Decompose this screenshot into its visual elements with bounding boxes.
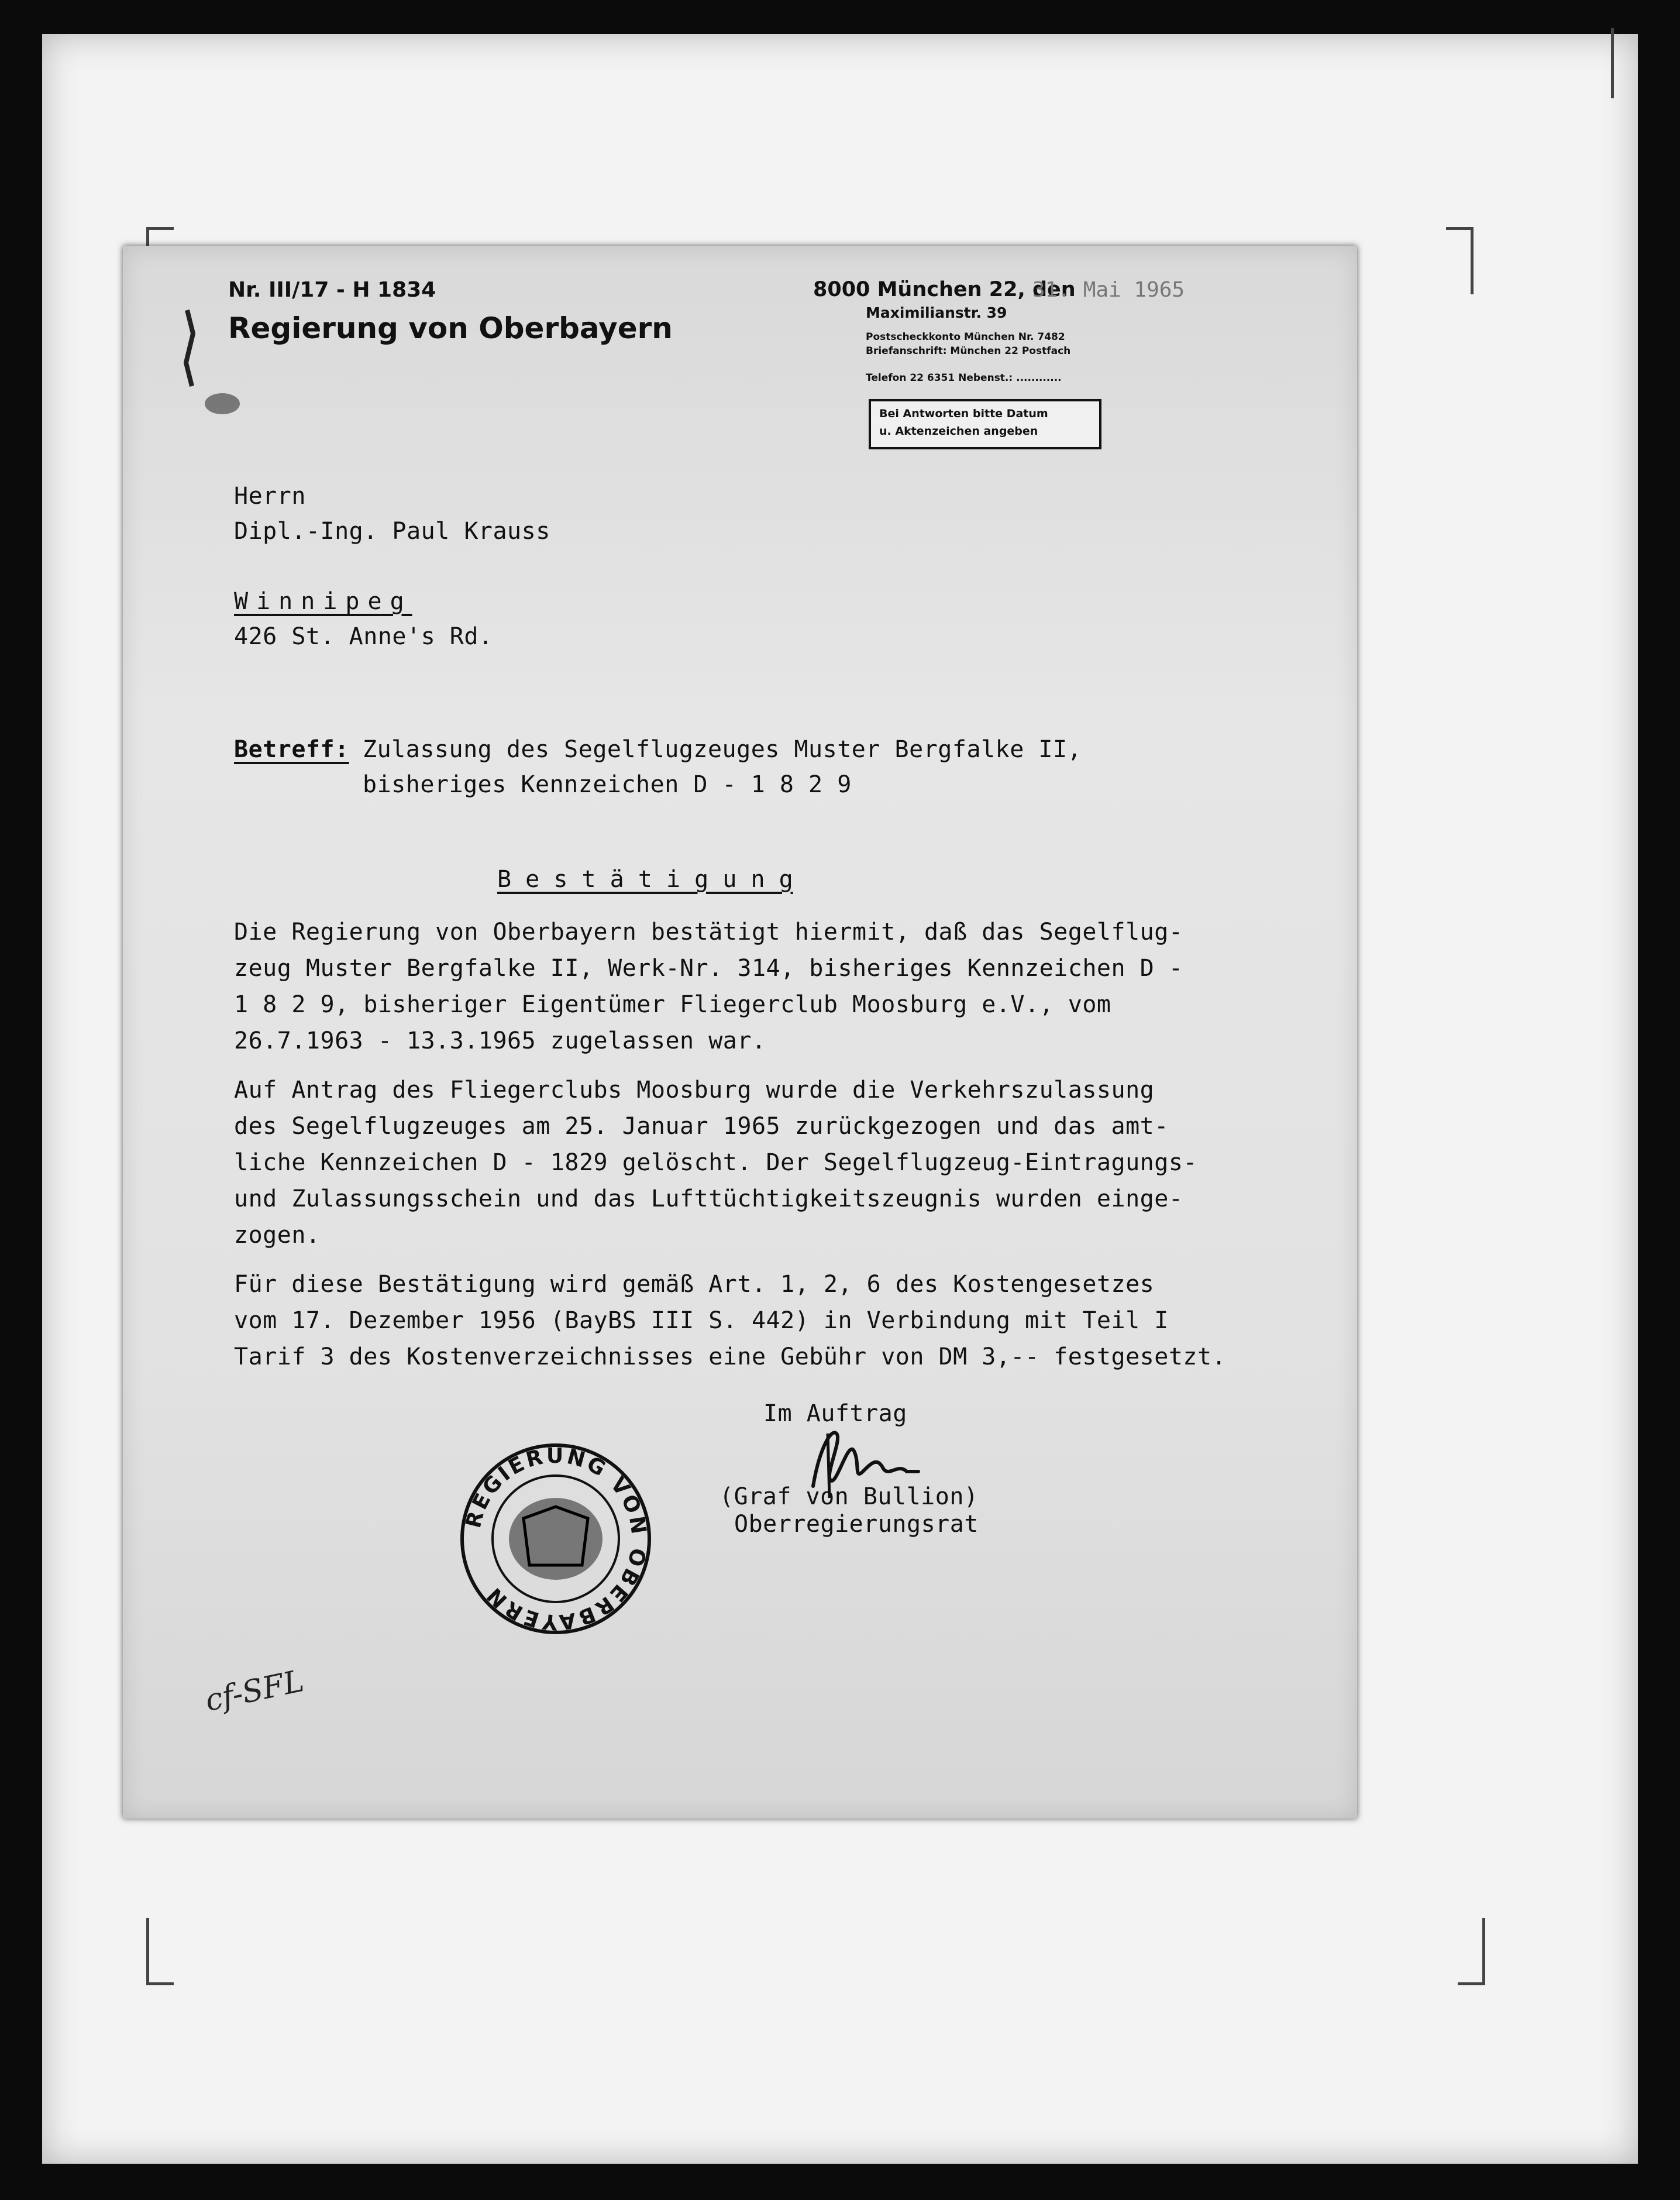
official-seal xyxy=(459,1442,652,1635)
reply-notice-line-1: Bei Antworten bitte Datum xyxy=(879,407,1048,420)
letter-date: 31. Mai 1965 xyxy=(1032,278,1185,302)
handwritten-note: cf-SFL xyxy=(202,1663,307,1719)
crop-mark-top-right-outer xyxy=(1586,28,1614,98)
paragraph-3-line-3: Tarif 3 des Kostenverzeichnisses eine Gebühr von DM 3,-- festgesetzt. xyxy=(234,1343,1227,1370)
crop-mark-bottom-left xyxy=(146,1918,174,1985)
mailing-address: Briefanschrift: München 22 Postfach xyxy=(866,345,1071,357)
place-date-prefix: 8000 München 22, den xyxy=(813,278,1076,301)
crop-mark-top-right xyxy=(1446,227,1474,294)
subject-label: Betreff: xyxy=(234,736,349,763)
recipient-city: Winnipeg xyxy=(234,588,412,615)
postscheck-account: Postscheckkonto München Nr. 7482 xyxy=(866,331,1065,343)
crop-mark-bottom-right xyxy=(1458,1918,1485,1985)
street-address: Maximilianstr. 39 xyxy=(866,304,1007,321)
reference-number: Nr. III/17 - H 1834 xyxy=(228,278,436,302)
document-heading: B e s t ä t i g u n g xyxy=(497,866,793,893)
paragraph-1-line-1: Die Regierung von Oberbayern bestätigt hiermit, daß das Segelflug- xyxy=(234,919,1183,946)
reply-notice-box xyxy=(869,399,1101,449)
paragraph-2-line-1: Auf Antrag des Fliegerclubs Moosburg wurde die Verkehrszulassung xyxy=(234,1077,1155,1104)
signer-title: Oberregierungsrat xyxy=(734,1511,979,1538)
recipient-name: Dipl.-Ing. Paul Krauss xyxy=(234,518,550,545)
subject-line-2: bisheriges Kennzeichen D - 1 8 2 9 xyxy=(363,771,852,798)
telephone: Telefon 22 6351 Nebenst.: ............ xyxy=(866,372,1062,384)
paragraph-1-line-4: 26.7.1963 - 13.3.1965 zugelassen war. xyxy=(234,1027,766,1054)
reply-notice-line-2: u. Aktenzeichen angeben xyxy=(879,425,1038,438)
paragraph-2-line-2: des Segelflugzeuges am 25. Januar 1965 zurückgezogen und das amt- xyxy=(234,1113,1169,1140)
paragraph-2-line-3: liche Kennzeichen D - 1829 gelöscht. Der Segelflugzeug-Eintragungs- xyxy=(234,1149,1197,1176)
signer-name: (Graf von Bullion) xyxy=(719,1483,979,1510)
recipient-street: 426 St. Anne's Rd. xyxy=(234,623,493,650)
paragraph-3-line-1: Für diese Bestätigung wird gemäß Art. 1, 2, 6 des Kostengesetzes xyxy=(234,1271,1155,1298)
paragraph-1-line-3: 1 8 2 9, bisheriger Eigentümer Fliegerclub Moosburg e.V., vom xyxy=(234,991,1111,1018)
im-auftrag: Im Auftrag xyxy=(763,1400,907,1427)
authority-name: Regierung von Oberbayern xyxy=(228,311,673,345)
letter-page xyxy=(123,246,1357,1819)
paragraph-3-line-2: vom 17. Dezember 1956 (BayBS III S. 442) in Verbindung mit Teil I xyxy=(234,1307,1169,1334)
paragraph-2-line-4: und Zulassungsschein und das Lufttüchtigkeitszeugnis wurden einge- xyxy=(234,1185,1183,1212)
subject-line-1: Zulassung des Segelflugzeuges Muster Bergfalke II, xyxy=(363,736,1082,763)
recipient-salutation: Herrn xyxy=(234,483,306,510)
paragraph-1-line-2: zeug Muster Bergfalke II, Werk-Nr. 314, bisheriges Kennzeichen D - xyxy=(234,955,1183,982)
paragraph-2-line-5: zogen. xyxy=(234,1222,321,1249)
seal-text: REGIERUNG VON OBERBAYERN xyxy=(462,1443,651,1634)
